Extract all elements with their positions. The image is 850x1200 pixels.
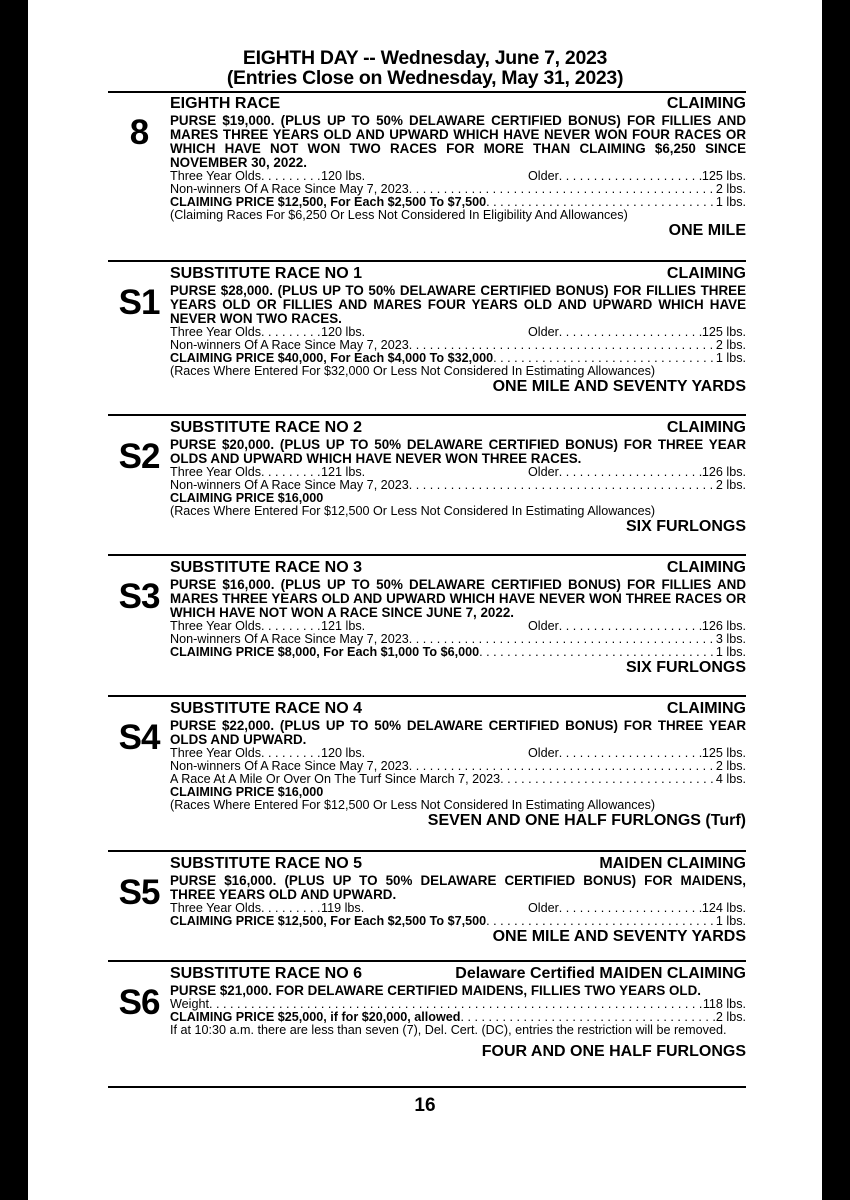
race-divider bbox=[108, 850, 746, 852]
weight-label-3yo: Three Year Olds bbox=[170, 619, 262, 633]
race-number: S6 bbox=[118, 983, 160, 1022]
weight-value-3yo: 120 lbs. bbox=[321, 169, 366, 183]
weight-label-3yo: Three Year Olds bbox=[170, 901, 262, 915]
race-divider bbox=[108, 695, 746, 697]
allowance-value: 2 lbs. bbox=[715, 759, 746, 773]
claiming-value: 1 lbs. bbox=[715, 645, 746, 659]
weight-value-older: 126 lbs. bbox=[701, 465, 746, 479]
claiming-price: CLAIMING PRICE $12,500, For Each $2,500 To $7,500 bbox=[170, 914, 487, 928]
race-distance: ONE MILE AND SEVENTY YARDS bbox=[492, 928, 746, 945]
allowance-label: A Race At A Mile Or Over On The Turf Since March 7, 2023 bbox=[170, 772, 501, 786]
weight-value-3yo: 120 lbs. bbox=[321, 746, 366, 760]
purse-conditions: PURSE $20,000. (PLUS UP TO 50% DELAWARE CERTIFIED BONUS) FOR THREE YEAR OLDS AND UPWARD WHICH HAVE NEVER WON THREE RACES. bbox=[170, 437, 746, 466]
weight-value-3yo: 120 lbs. bbox=[321, 325, 366, 339]
page-number: 16 bbox=[414, 1095, 436, 1116]
race-note: (Races Where Entered For $32,000 Or Less Not Considered In Estimating Allowances) bbox=[170, 364, 656, 378]
header-rule bbox=[108, 91, 746, 93]
claiming-price: CLAIMING PRICE $8,000, For Each $1,000 To $6,000 bbox=[170, 645, 480, 659]
allowance-label: Non-winners Of A Race Since May 7, 2023 bbox=[170, 338, 409, 352]
allowance-label: Non-winners Of A Race Since May 7, 2023 bbox=[170, 759, 409, 773]
weight-label: Weight bbox=[170, 997, 209, 1011]
race-number: S1 bbox=[118, 283, 160, 322]
race-divider bbox=[108, 554, 746, 556]
race-divider bbox=[108, 260, 746, 262]
race-number: S5 bbox=[118, 873, 160, 912]
weight-value: 118 lbs. bbox=[702, 997, 746, 1011]
race-name: SUBSTITUTE RACE NO 2 bbox=[170, 419, 363, 436]
race-note: (Claiming Races For $6,250 Or Less Not Considered In Eligibility And Allowances) bbox=[170, 208, 628, 222]
race-name: SUBSTITUTE RACE NO 5 bbox=[170, 855, 363, 872]
purse-conditions: PURSE $21,000. FOR DELAWARE CERTIFIED MAIDENS, FILLIES TWO YEARS OLD. bbox=[170, 983, 701, 998]
claiming-price: CLAIMING PRICE $16,000 bbox=[170, 785, 324, 799]
weight-label-older: Older bbox=[528, 746, 559, 760]
race-name: SUBSTITUTE RACE NO 1 bbox=[170, 265, 363, 282]
race-name: SUBSTITUTE RACE NO 6 bbox=[170, 965, 363, 982]
allowance-value: 2 lbs. bbox=[715, 182, 746, 196]
weight-label-older: Older bbox=[528, 465, 559, 479]
claiming-value: 1 lbs. bbox=[715, 914, 746, 928]
race-distance: FOUR AND ONE HALF FURLONGS bbox=[481, 1043, 746, 1060]
weight-label-older: Older bbox=[528, 325, 559, 339]
weight-label-older: Older bbox=[528, 619, 559, 633]
allowance-value: 3 lbs. bbox=[715, 632, 746, 646]
race-type: CLAIMING bbox=[666, 265, 746, 282]
race-name: SUBSTITUTE RACE NO 4 bbox=[170, 700, 363, 717]
claiming-value: 2 lbs. bbox=[715, 1010, 746, 1024]
allowance-value: 2 lbs. bbox=[715, 478, 746, 492]
allowance-label: Non-winners Of A Race Since May 7, 2023 bbox=[170, 632, 409, 646]
purse-conditions: PURSE $16,000. (PLUS UP TO 50% DELAWARE CERTIFIED BONUS) FOR FILLIES AND MARES THREE YEARS OLD AND UPWARD WHICH HAVE NEVER WON THREE RACES OR WHICH HAVE NOT WON A RACE SINCE JUNE 7, 2022. bbox=[170, 577, 746, 620]
race-number: S3 bbox=[118, 577, 160, 616]
allowance-label: Non-winners Of A Race Since May 7, 2023 bbox=[170, 478, 409, 492]
race-type: CLAIMING bbox=[666, 419, 746, 436]
weight-value-older: 124 lbs. bbox=[701, 901, 746, 915]
weight-label-3yo: Three Year Olds bbox=[170, 169, 262, 183]
weight-value-older: 125 lbs. bbox=[701, 325, 746, 339]
race-number: 8 bbox=[129, 113, 149, 152]
day-title: EIGHTH DAY -- Wednesday, June 7, 2023 bbox=[242, 47, 608, 69]
race-type: CLAIMING bbox=[666, 559, 746, 576]
race-type: CLAIMING bbox=[666, 700, 746, 717]
race-note: (Races Where Entered For $12,500 Or Less Not Considered In Estimating Allowances) bbox=[170, 798, 656, 812]
weight-value-older: 126 lbs. bbox=[701, 619, 746, 633]
race-name: SUBSTITUTE RACE NO 3 bbox=[170, 559, 363, 576]
weight-label-older: Older bbox=[528, 169, 559, 183]
footer-rule bbox=[108, 1086, 746, 1088]
purse-conditions: PURSE $16,000. (PLUS UP TO 50% DELAWARE CERTIFIED BONUS) FOR MAIDENS, THREE YEARS OLD AND UPWARD. bbox=[170, 873, 746, 902]
weight-label-3yo: Three Year Olds bbox=[170, 465, 262, 479]
purse-conditions: PURSE $19,000. (PLUS UP TO 50% DELAWARE CERTIFIED BONUS) FOR FILLIES AND MARES THREE YEARS OLD AND UPWARD WHICH HAVE NEVER WON FOUR RACES OR WHICH HAVE NOT WON TWO RACES FOR MORE THAN CLAIMING $6,250 SINCE NOVEMBER 30, 2022. bbox=[170, 113, 746, 170]
race-divider bbox=[108, 414, 746, 416]
allowance-value: 2 lbs. bbox=[715, 338, 746, 352]
weight-label-older: Older bbox=[528, 901, 559, 915]
claiming-price: CLAIMING PRICE $40,000, For Each $4,000 To $32,000 bbox=[170, 351, 494, 365]
race-name: EIGHTH RACE bbox=[170, 95, 281, 112]
race-note: If at 10:30 a.m. there are less than seven (7), Del. Cert. (DC), entries the restriction will be removed. bbox=[170, 1023, 727, 1037]
race-distance: ONE MILE AND SEVENTY YARDS bbox=[492, 378, 746, 395]
claiming-line bbox=[170, 915, 746, 928]
race-distance: SIX FURLONGS bbox=[625, 659, 746, 676]
allowance-label: Non-winners Of A Race Since May 7, 2023 bbox=[170, 182, 409, 196]
claiming-price: CLAIMING PRICE $16,000 bbox=[170, 491, 324, 505]
race-note: (Races Where Entered For $12,500 Or Less Not Considered In Estimating Allowances) bbox=[170, 504, 656, 518]
weight-value-older: 125 lbs. bbox=[701, 746, 746, 760]
claiming-line bbox=[170, 646, 746, 659]
race-type: Delaware Certified MAIDEN CLAIMING bbox=[455, 965, 746, 982]
weight-value-3yo: 119 lbs. bbox=[321, 901, 365, 915]
race-divider bbox=[108, 960, 746, 962]
claiming-price: CLAIMING PRICE $12,500, For Each $2,500 To $7,500 bbox=[170, 195, 487, 209]
weight-value-3yo: 121 lbs. bbox=[321, 465, 366, 479]
weight-value-older: 125 lbs. bbox=[701, 169, 746, 183]
race-type: MAIDEN CLAIMING bbox=[599, 855, 746, 872]
race-number: S2 bbox=[118, 437, 160, 476]
claiming-value: 1 lbs. bbox=[715, 351, 746, 365]
weight-label-3yo: Three Year Olds bbox=[170, 746, 262, 760]
claiming-value: 1 lbs. bbox=[715, 195, 746, 209]
purse-conditions: PURSE $28,000. (PLUS UP TO 50% DELAWARE CERTIFIED BONUS) FOR FILLIES THREE YEARS OLD OR FILLIES AND MARES FOUR YEARS OLD AND UPWARD WHICH HAVE NEVER WON TWO RACES. bbox=[170, 283, 746, 326]
entries-close-note: (Entries Close on Wednesday, May 31, 2023) bbox=[226, 67, 624, 89]
race-distance: SIX FURLONGS bbox=[625, 518, 746, 535]
race-number: S4 bbox=[118, 718, 160, 757]
allowance-value: 4 lbs. bbox=[715, 772, 746, 786]
claiming-price: CLAIMING PRICE $25,000, if for $20,000, allowed bbox=[170, 1010, 461, 1024]
purse-conditions: PURSE $22,000. (PLUS UP TO 50% DELAWARE CERTIFIED BONUS) FOR THREE YEAR OLDS AND UPWARD. bbox=[170, 718, 746, 747]
race-distance: ONE MILE bbox=[668, 222, 746, 239]
weight-value-3yo: 121 lbs. bbox=[321, 619, 366, 633]
race-type: CLAIMING bbox=[666, 95, 746, 112]
race-distance: SEVEN AND ONE HALF FURLONGS (Turf) bbox=[427, 812, 746, 829]
weight-label-3yo: Three Year Olds bbox=[170, 325, 262, 339]
